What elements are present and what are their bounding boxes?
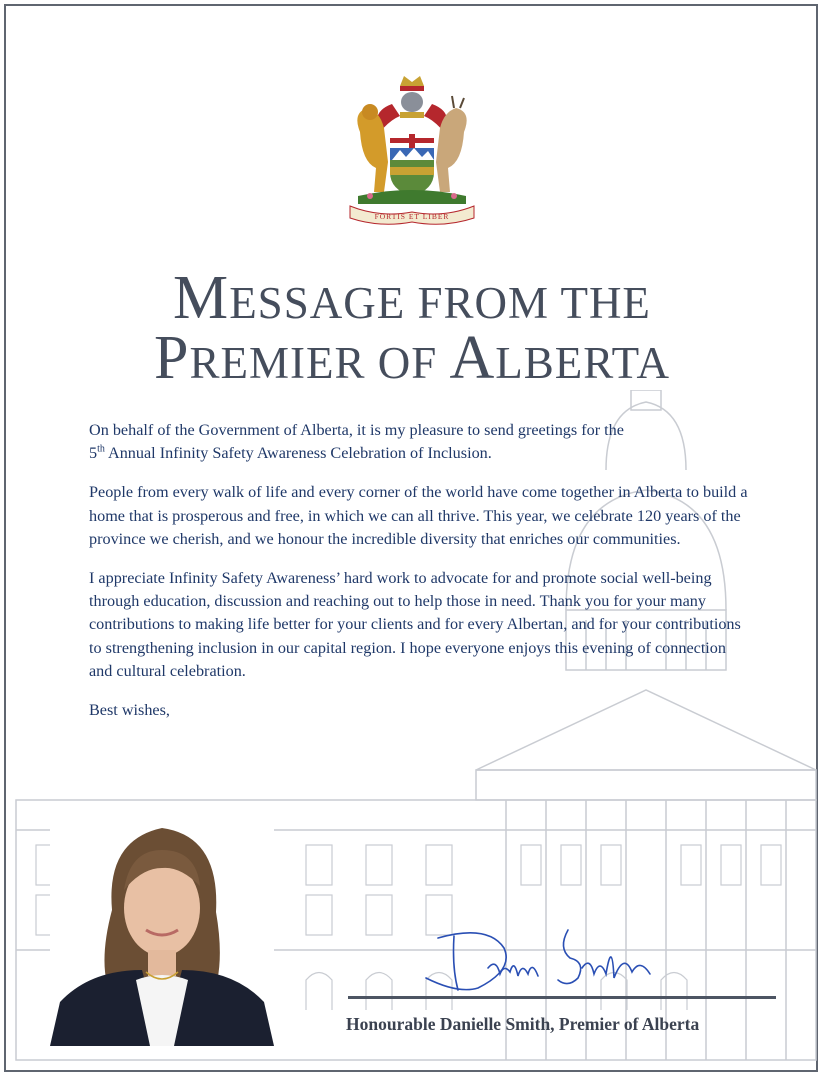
signatory-name: Honourable Danielle Smith, Premier of Alberta: [346, 1014, 700, 1034]
page-title-line-2: PREMIER OF ALBERTA: [154, 324, 670, 392]
paragraph-appreciation: I appreciate Infinity Safety Awareness’ hard work to advocate for and promote social well-being through education, discussion and reaching out to help those in need. Thank you for your many contributions to making life better for your clients and for every Albertan, and for your contributions to strengthening inclusion in our capital region. I hope everyone enjoys this evening of connection and cultural celebration.: [89, 569, 741, 680]
premier-portrait-photo: [50, 820, 274, 1046]
paragraph-greeting: On behalf of the Government of Alberta, it is my pleasure to send greetings for the 5th Annual Infinity Safety Awareness Celebration of Inclusion.: [89, 421, 624, 463]
letter-body: [89, 419, 749, 738]
signature-line: [348, 996, 776, 999]
signature-handwritten-image: [418, 918, 678, 998]
paragraph-diversity: People from every walk of life and every corner of the world have come together in Alberta to build a home that is prosperous and free, in which we can all thrive. This year, we celebrate 120 years of the province we cherish, and we honour the incredible diversity that enriches our communities.: [89, 483, 748, 548]
motto-text: FORTIS ET LIBER: [374, 212, 450, 221]
page-title-line-1: MESSAGE FROM THE: [173, 264, 651, 332]
alberta-coat-of-arms-logo: [340, 72, 484, 230]
closing-salutation: Best wishes,: [89, 701, 170, 720]
